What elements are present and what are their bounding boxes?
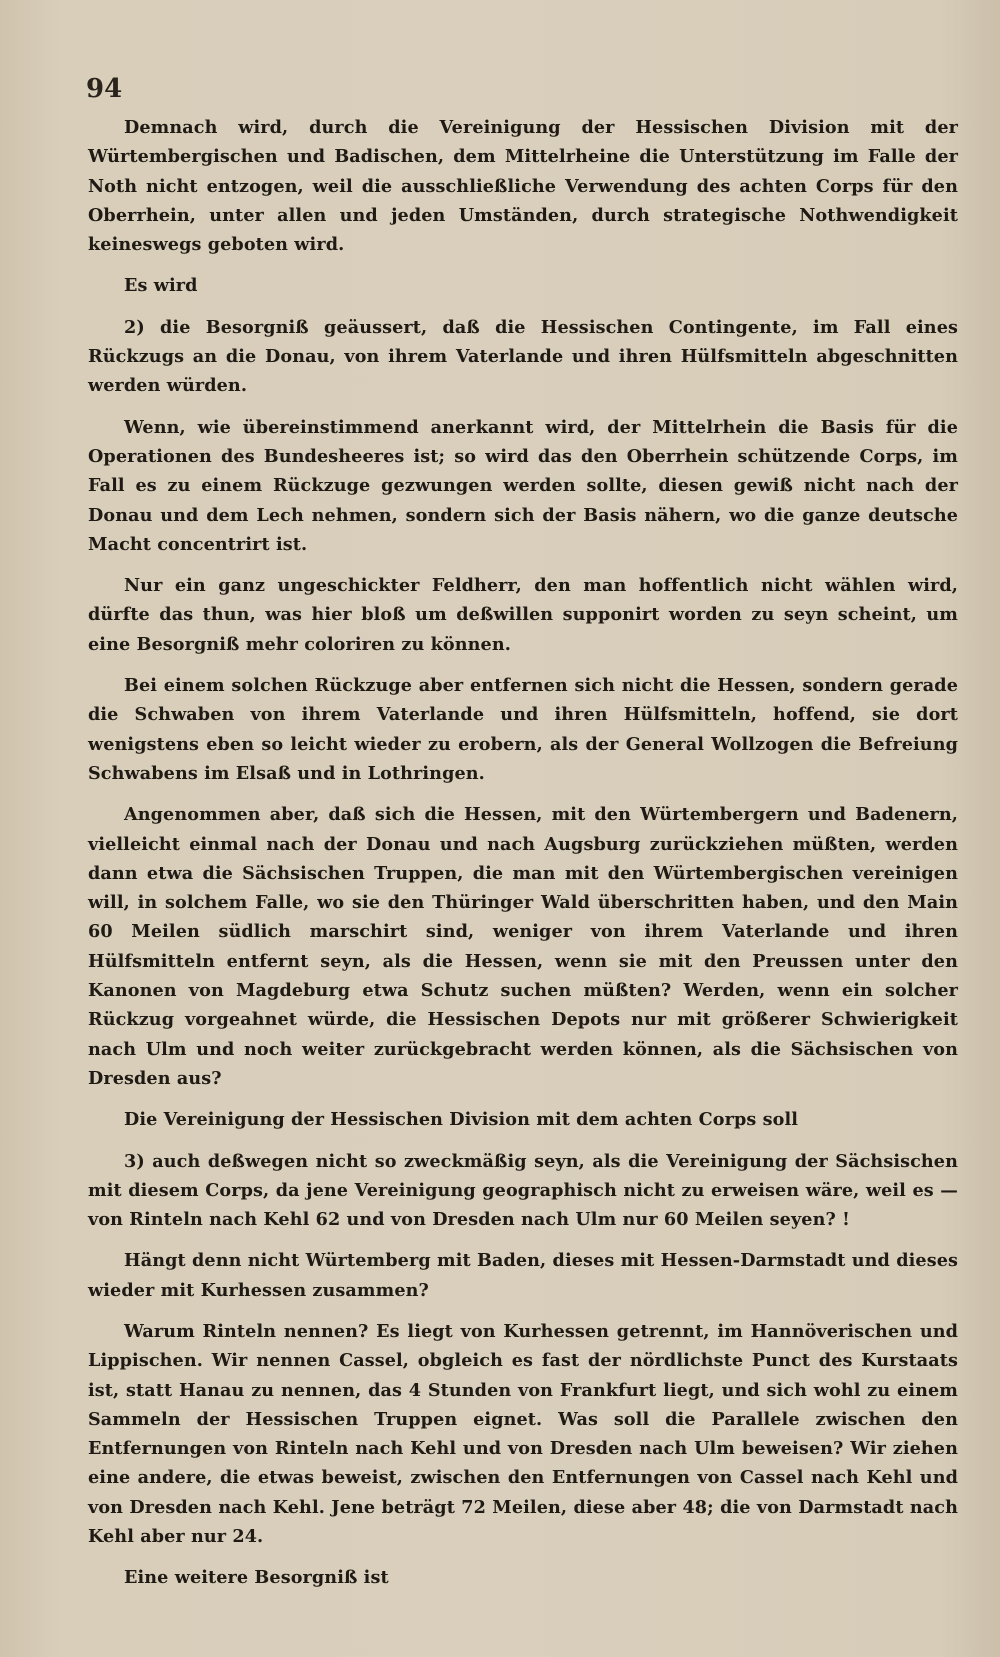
paragraph: 2) die Besorgniß geäussert, daß die Hessischen Contingente, im Fall eines Rückzugs an die Donau, von ihrem Vaterlande und ihren Hülfsmitteln abgeschnitten werden würden. bbox=[88, 316, 958, 397]
paragraph: Es wird bbox=[124, 275, 198, 297]
paragraph: Angenommen aber, daß sich die Hessen, mit den Würtembergern und Badenern, vielleicht einmal nach der Donau und nach Augsburg zurückziehen müßten, werden dann etwa die Sächsischen Truppen, die man mit den Würtembergischen vereinigen will, in solchem Falle, wo sie den Thüringer Wald überschritten haben, und den Main 60 Meilen südlich marschirt sind, weniger von ihrem Vaterlande und ihren Hülfsmitteln entfernt seyn, als die Hessen, wenn sie mit den Preussen unter den Kanonen von Magdeburg etwa Schutz suchen müßten? Werden, wenn ein solcher Rückzug vorgeahnet würde, die Hessischen Depots nur mit größerer Schwierigkeit nach Ulm und noch weiter zurückgebracht werden können, als die Sächsischen von Dresden aus? bbox=[88, 804, 958, 1089]
paragraph: Die Vereinigung der Hessischen Division mit dem achten Corps soll bbox=[124, 1109, 799, 1131]
paragraph: Hängt denn nicht Würtemberg mit Baden, dieses mit Hessen-Darmstadt und dieses wieder mit Kurhessen zusammen? bbox=[88, 1250, 958, 1301]
paragraph: 3) auch deßwegen nicht so zweckmäßig seyn, als die Vereinigung der Sächsischen mit diesem Corps, da jene Vereinigung geographisch nicht zu erweisen wäre, weil es — von Rinteln nach Kehl 62 und von Dresden nach Ulm nur 60 Meilen seyen? ! bbox=[88, 1150, 958, 1231]
page-number: 94 bbox=[86, 74, 123, 104]
paragraph: Nur ein ganz ungeschickter Feldherr, den man hoffentlich nicht wählen wird, dürfte das thun, was hier bloß um deßwillen supponirt worden zu seyn scheint, um eine Besorgniß mehr coloriren zu können. bbox=[88, 575, 958, 655]
body-text bbox=[88, 113, 958, 1605]
paragraph: Warum Rinteln nennen? Es liegt von Kurhessen getrennt, im Hannöverischen und Lippischen. Wir nennen Cassel, obgleich es fast der nördlichste Punct des Kurstaats ist, statt Hanau zu nennen, das 4 Stunden von Frankfurt liegt, und sich wohl zu einem Sammeln der Hessischen Truppen eignet. Was soll die Parallele zwischen den Entfernungen von Rinteln nach Kehl und von Dresden nach Ulm beweisen? Wir ziehen eine andere, die etwas beweist, zwischen den Entfernungen von Cassel nach Kehl und von Dresden nach Kehl. Jene beträgt 72 Meilen, diese aber 48; die von Darmstadt nach Kehl aber nur 24. bbox=[88, 1320, 958, 1548]
paragraph: Wenn, wie übereinstimmend anerkannt wird, der Mittelrhein die Basis für die Operationen des Bundesheeres ist; so wird das den Oberrhein schützende Corps, im Fall es zu einem Rückzuge gezwungen werden sollte, diesen gewiß nicht nach der Donau und dem Lech nehmen, sondern sich der Basis nähern, wo die ganze deutsche Macht concentrirt ist. bbox=[88, 416, 958, 555]
paragraph: Bei einem solchen Rückzuge aber entfernen sich nicht die Hessen, sondern gerade die Schwaben von ihrem Vaterlande und ihren Hülfsmitteln, hoffend, sie dort wenigstens eben so leicht wieder zu erobern, als der General Wollzogen die Befreiung Schwabens im Elsaß und in Lothringen. bbox=[88, 675, 958, 784]
paragraph: Eine weitere Besorgniß ist bbox=[124, 1567, 389, 1589]
paragraph: Demnach wird, durch die Vereinigung der Hessischen Division mit der Würtembergischen und Badischen, dem Mittelrheine die Unterstützung im Falle der Noth nicht entzogen, weil die ausschließliche Verwendung des achten Corps für den Oberrhein, unter allen und jeden Umständen, durch strategische Nothwendigkeit keineswegs geboten wird. bbox=[88, 117, 958, 256]
